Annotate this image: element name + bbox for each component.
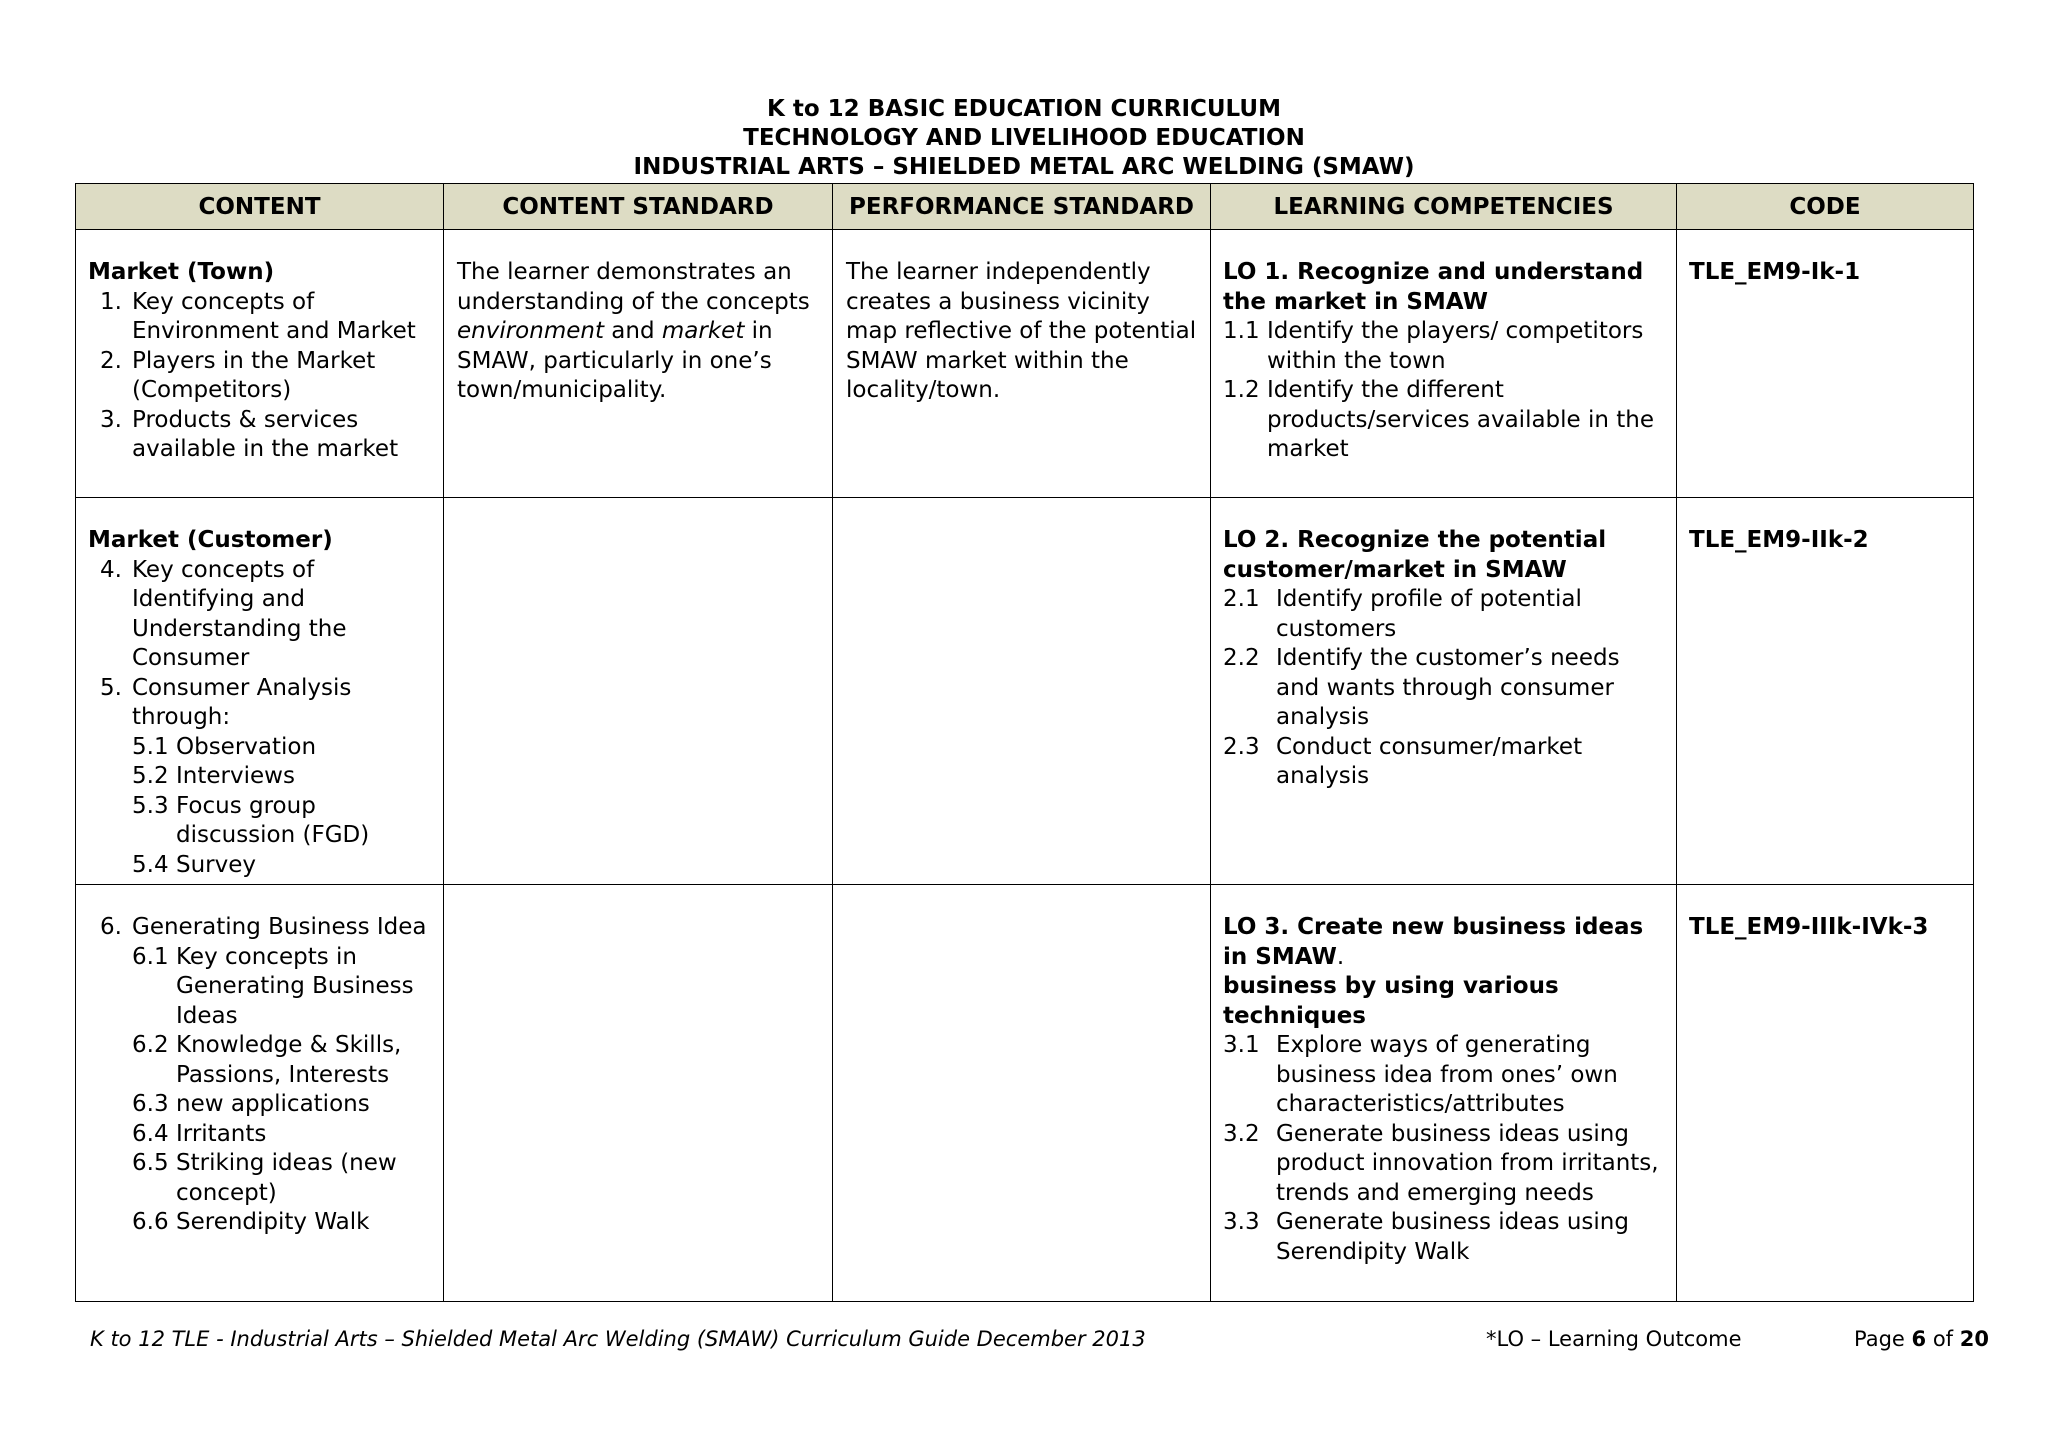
- competency-item: 2.1 Identify profile of potential customers: [1223, 586, 1582, 642]
- table-header-row: [76, 184, 1974, 230]
- list-subitem: 6.5 Striking ideas (new concept): [132, 1150, 397, 1206]
- content-standard-cell: [444, 498, 833, 885]
- list-item: 3. Products & services available in the market: [100, 406, 399, 462]
- list-item: 2. Players in the Market (Competitors): [100, 347, 376, 403]
- list-subitem: 5.4 Survey: [132, 851, 257, 878]
- competencies-cell: [1211, 230, 1677, 498]
- content-title: Market (Customer): [88, 527, 333, 553]
- list-item: 4. Key concepts of Identifying and Understanding the Consumer: [100, 556, 347, 671]
- column-header-code: CODE: [1677, 184, 1974, 230]
- competency-item: 3.2 Generate business ideas using product innovation from irritants, trends and emerging needs: [1223, 1120, 1659, 1206]
- list-item: 1. Key concepts of Environment and Market: [100, 288, 416, 344]
- competency-item: 2.3 Conduct consumer/market analysis: [1223, 733, 1583, 789]
- header-line-3: INDUSTRIAL ARTS – SHIELDED METAL ARC WELDING (SMAW): [633, 154, 1415, 180]
- curriculum-table: [75, 183, 1974, 1302]
- competency-item: 2.2 Identify the customer’s needs and wants through consumer analysis: [1223, 645, 1620, 730]
- document-header: [0, 95, 2048, 182]
- competencies-cell: [1211, 885, 1677, 1302]
- table-row: [76, 498, 1974, 885]
- content-cell: [76, 885, 444, 1302]
- competency-item: 1.1 Identify the players/ competitors within the town: [1223, 318, 1644, 374]
- column-header-content: CONTENT: [76, 184, 444, 230]
- competencies-cell: [1211, 498, 1677, 885]
- list-item: 6. Generating Business Idea: [100, 914, 427, 940]
- content-cell: [76, 498, 444, 885]
- competency-code: TLE_EM9-IIIk-IVk-3: [1689, 914, 1929, 940]
- list-subitem: 6.1 Key concepts in Generating Business Ideas: [132, 943, 414, 1029]
- column-header-learning-competencies: LEARNING COMPETENCIES: [1211, 184, 1677, 230]
- column-header-performance-standard: PERFORMANCE STANDARD: [833, 184, 1211, 230]
- competency-code: TLE_EM9-IIk-2: [1689, 527, 1869, 553]
- content-title: Market (Town): [88, 259, 275, 285]
- list-subitem: 6.6 Serendipity Walk: [132, 1209, 370, 1235]
- competency-item: 1.2 Identify the different products/services available in the market: [1223, 377, 1655, 462]
- performance-standard-cell: [833, 885, 1211, 1302]
- competency-item: 3.3 Generate business ideas using Serendipity Walk: [1223, 1209, 1629, 1265]
- performance-standard-text: The learner independently creates a business vicinity map reflective of the potential SMAW market within the locality/town.: [846, 259, 1197, 403]
- header-line-2: TECHNOLOGY AND LIVELIHOOD EDUCATION: [743, 125, 1305, 151]
- learning-outcome-subtitle: business by using various techniques: [1223, 973, 1559, 1029]
- table-row: [76, 230, 1974, 498]
- code-cell: [1677, 498, 1974, 885]
- column-header-content-standard: CONTENT STANDARD: [444, 184, 833, 230]
- content-standard-text: The learner demonstrates an understanding of the concepts environment and market in SMAW, particularly in one’s town/municipality.: [457, 259, 810, 403]
- performance-standard-cell: [833, 498, 1211, 885]
- footer-lo-note: *LO – Learning Outcome: [1486, 1327, 1742, 1351]
- list-subitem: 5.3 Focus group discussion (FGD): [132, 792, 370, 848]
- content-standard-cell: [444, 885, 833, 1302]
- content-standard-cell: [444, 230, 833, 498]
- list-subitem: 6.2 Knowledge & Skills, Passions, Interests: [132, 1032, 402, 1088]
- content-cell: [76, 230, 444, 498]
- list-subitem: 5.2 Interviews: [132, 763, 295, 789]
- competency-code: TLE_EM9-Ik-1: [1689, 259, 1861, 285]
- learning-outcome-title: LO 2. Recognize the potential customer/market in SMAW: [1223, 527, 1607, 583]
- code-cell: [1677, 230, 1974, 498]
- footer-page-number: Page 6 of 20: [1854, 1327, 1989, 1351]
- list-subitem: 6.4 Irritants: [132, 1120, 267, 1147]
- competency-item: 3.1 Explore ways of generating business idea from ones’ own characteristics/attributes: [1223, 1032, 1618, 1117]
- header-line-1: K to 12 BASIC EDUCATION CURRICULUM: [767, 96, 1281, 122]
- list-item: 5. Consumer Analysis through:: [100, 674, 352, 730]
- code-cell: [1677, 885, 1974, 1302]
- learning-outcome-title: LO 1. Recognize and understand the market in SMAW: [1223, 259, 1644, 315]
- footer-document-title: K to 12 TLE - Industrial Arts – Shielded Metal Arc Welding (SMAW) Curriculum Guide December 2013: [90, 1327, 1146, 1351]
- table-row: [76, 885, 1974, 1302]
- learning-outcome-title: LO 3. Create new business ideas in SMAW.: [1223, 914, 1644, 970]
- performance-standard-cell: [833, 230, 1211, 498]
- list-subitem: 6.3 new applications: [132, 1091, 370, 1117]
- list-subitem: 5.1 Observation: [132, 733, 317, 760]
